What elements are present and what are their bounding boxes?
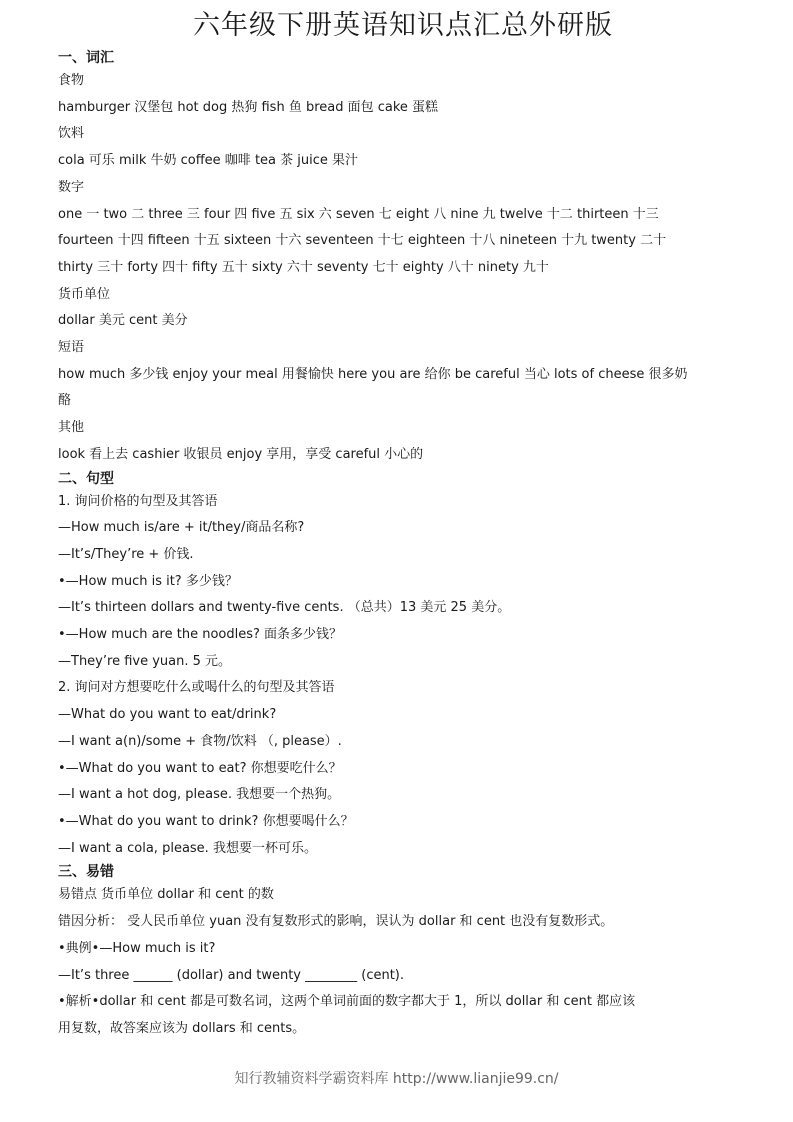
section-heading: 二、句型 [58,470,114,487]
text-line: 酪 [58,393,72,409]
section-heading: 三、易错 [58,864,114,881]
document-page [58,8,748,1043]
text-line: how much 多少钱 enjoy your meal 用餐愉快 here you are 给你 be careful 当心 lots of cheese 很多奶 [58,366,688,382]
text-line: •—How much is it? 多少钱？ [58,573,238,589]
text-line: 短语 [58,340,85,356]
text-line: •—How much are the noodles? 面条多少钱？ [58,627,343,643]
section-heading: 一、词汇 [58,50,114,66]
text-line: 1. 询问价格的句型及其答语 [58,493,218,509]
text-line: 易错点 货币单位 dollar 和 cent 的数 [58,887,274,903]
text-line: 其他 [58,420,85,436]
text-line: one 一 two 二 three 三 four 四 five 五 six 六 seven 七 eight 八 nine 九 twelve 十二 thirteen 十三 [58,206,659,222]
text-line: —It’s three ______ (dollar) and twenty ________ (cent). [58,967,405,983]
section-sentence-patterns [58,469,748,863]
text-line: •—What do you want to drink? 你想要喝什么？ [58,813,354,829]
page-footer: 知行教辅资料学霸资料库 http://www.lianjie99.cn/ [234,1071,559,1087]
text-line: 饮料 [58,126,85,142]
section-vocabulary [58,48,748,469]
text-line: —I want a hot dog, please. 我想要一个热狗。 [58,787,341,803]
text-line: 食物 [58,73,85,88]
text-line: —I want a(n)/some + 食物/饮料 （, please）. [58,733,342,749]
text-line: cola 可乐 milk 牛奶 coffee 咖啡 tea 茶 juice 果汁 [58,153,359,169]
page-title: 六年级下册英语知识点汇总外研版 [193,10,613,41]
text-line: •典例•—How much is it? [58,940,216,956]
text-line: —How much is/are + it/they/商品名称? [58,520,305,536]
section-common-mistakes [58,862,748,1042]
text-line: look 看上去 cashier 收银员 enjoy 享用，享受 careful 小心的 [58,446,424,462]
text-line: —They’re five yuan. 5 元。 [58,653,232,669]
text-line: —It’s/They’re + 价钱. [58,546,194,562]
text-line: thirty 三十 forty 四十 fifty 五十 sixty 六十 seventy 七十 eighty 八十 ninety 九十 [58,259,549,275]
text-line: —What do you want to eat/drink? [58,707,277,723]
text-line: —It’s thirteen dollars and twenty-five cents. （总共）13 美元 25 美分。 [58,600,511,616]
text-line: dollar 美元 cent 美分 [58,313,188,329]
text-line: 数字 [58,179,85,195]
text-line: 货币单位 [58,286,111,302]
text-line: hamburger 汉堡包 hot dog 热狗 fish 鱼 bread 面包 cake 蛋糕 [58,99,439,115]
text-line: 用复数，故答案应该为 dollars 和 cents。 [58,1020,306,1036]
text-line: fourteen 十四 fifteen 十五 sixteen 十六 seventeen 十七 eighteen 十八 nineteen 十九 twenty 二十 [58,233,667,249]
text-line: —I want a cola, please. 我想要一杯可乐。 [58,840,317,856]
text-line: •解析•dollar 和 cent 都是可数名词，这两个单词前面的数字都大于 1，所以 dollar 和 cent 都应该 [58,994,636,1010]
text-line: •—What do you want to eat? 你想要吃什么？ [58,760,342,776]
text-line: 2. 询问对方想要吃什么或喝什么的句型及其答语 [58,680,335,696]
text-line: 错因分析： 受人民币单位 yuan 没有复数形式的影响，误认为 dollar 和 cent 也没有复数形式。 [58,914,614,930]
